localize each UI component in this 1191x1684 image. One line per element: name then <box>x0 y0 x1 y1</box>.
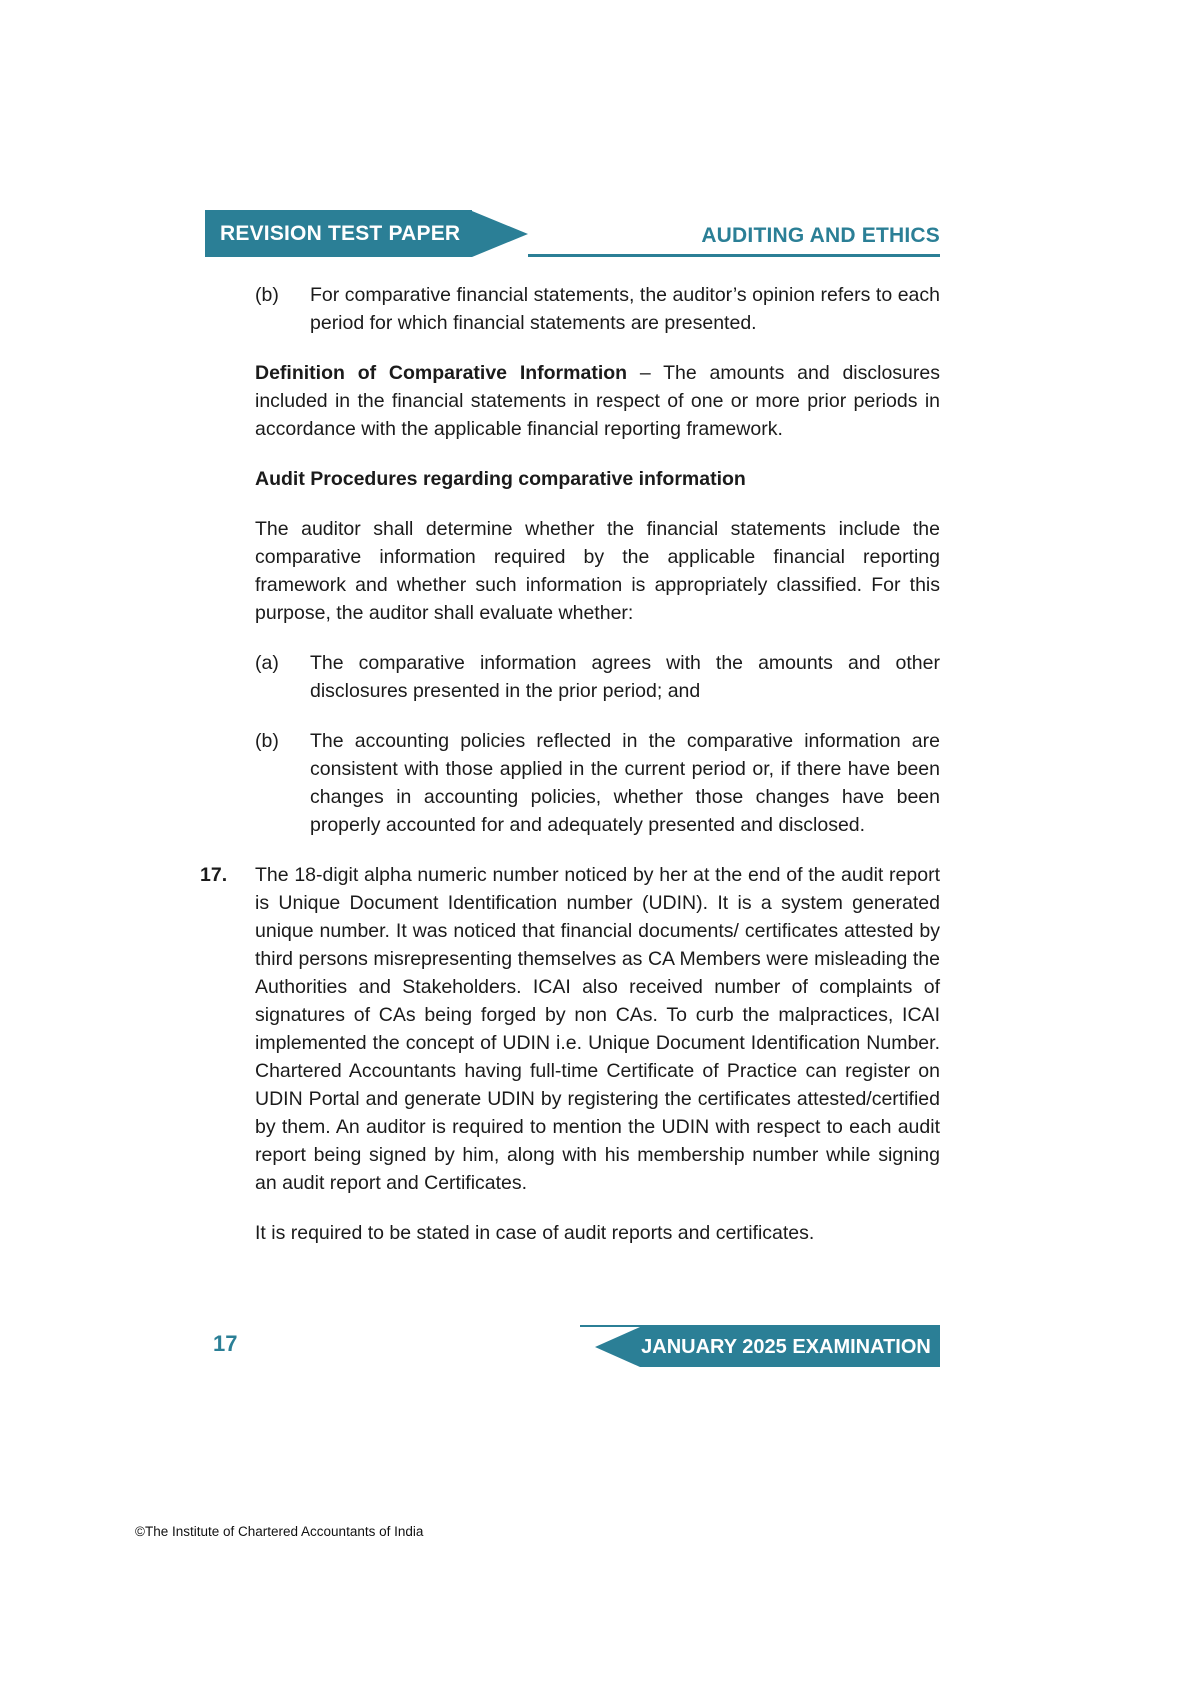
list-text: For comparative financial statements, the auditor’s opinion refers to each period for which financial statements are presented. <box>310 284 940 334</box>
list-item-17 <box>200 861 940 1197</box>
page-number: 17 <box>213 1331 238 1356</box>
list-text: The accounting policies reflected in the comparative information are consistent with those applied in the current period or, if there have been changes in accounting policies, whether those changes have been properly accounted for and adequately presented and disclosed. <box>310 730 940 836</box>
definition-term: Definition of Comparative Information <box>255 362 628 384</box>
procedures-heading: Audit Procedures regarding comparative information <box>255 468 746 490</box>
list-text: The comparative information agrees with the amounts and other disclosures presented in the prior period; and <box>310 652 940 702</box>
intro-paragraph: The auditor shall determine whether the financial statements include the comparative information required by the applicable financial reporting framework and whether such information is appropriately classified. For this purpose, the auditor shall evaluate whether: <box>255 518 940 624</box>
list-item-b-top <box>255 281 940 337</box>
list-marker: (b) <box>255 284 279 306</box>
list-marker: 17. <box>200 864 228 886</box>
arrow-left-icon <box>595 1327 640 1367</box>
closing-paragraph: It is required to be stated in case of audit reports and certificates. <box>255 1222 815 1244</box>
definition-paragraph <box>255 359 940 443</box>
revision-test-paper-banner <box>205 210 528 257</box>
list-item-a <box>255 649 940 705</box>
list-marker: (b) <box>255 730 279 752</box>
banner-label: REVISION TEST PAPER <box>205 210 472 257</box>
list-item-b <box>255 727 940 839</box>
page-header <box>205 210 940 257</box>
definition-rest: – The amounts and disclosures included in the financial statements in respect of one or more prior periods in accordance with the applicable financial reporting framework. <box>255 362 940 440</box>
examination-banner-label: JANUARY 2025 EXAMINATION <box>640 1327 940 1367</box>
list-marker: (a) <box>255 652 279 674</box>
arrow-right-icon <box>472 211 528 257</box>
subject-title: AUDITING AND ETHICS <box>528 224 940 257</box>
copyright-notice: ©The Institute of Chartered Accountants of India <box>135 1524 424 1539</box>
examination-banner <box>595 1327 940 1367</box>
document-body <box>200 281 940 1269</box>
list-text: The 18-digit alpha numeric number noticed by her at the end of the audit report is Unique Document Identification number (UDIN). It is a system generated unique number. It was noticed that financial documents/ certificates attested by third persons misrepresenting themselves as CA Members were misleading the Authorities and Stakeholders. ICAI also received number of complaints of signatures of CAs being forged by non CAs. To curb the malpractices, ICAI implemented the concept of UDIN i.e. Unique Document Identification Number. Chartered Accountants having full-time Certificate of Practice can register on UDIN Portal and generate UDIN by registering the certificates attested/certified by them. An auditor is required to mention the UDIN with respect to each audit report being signed by him, along with his membership number while signing an audit report and Certificates. <box>255 864 940 1194</box>
